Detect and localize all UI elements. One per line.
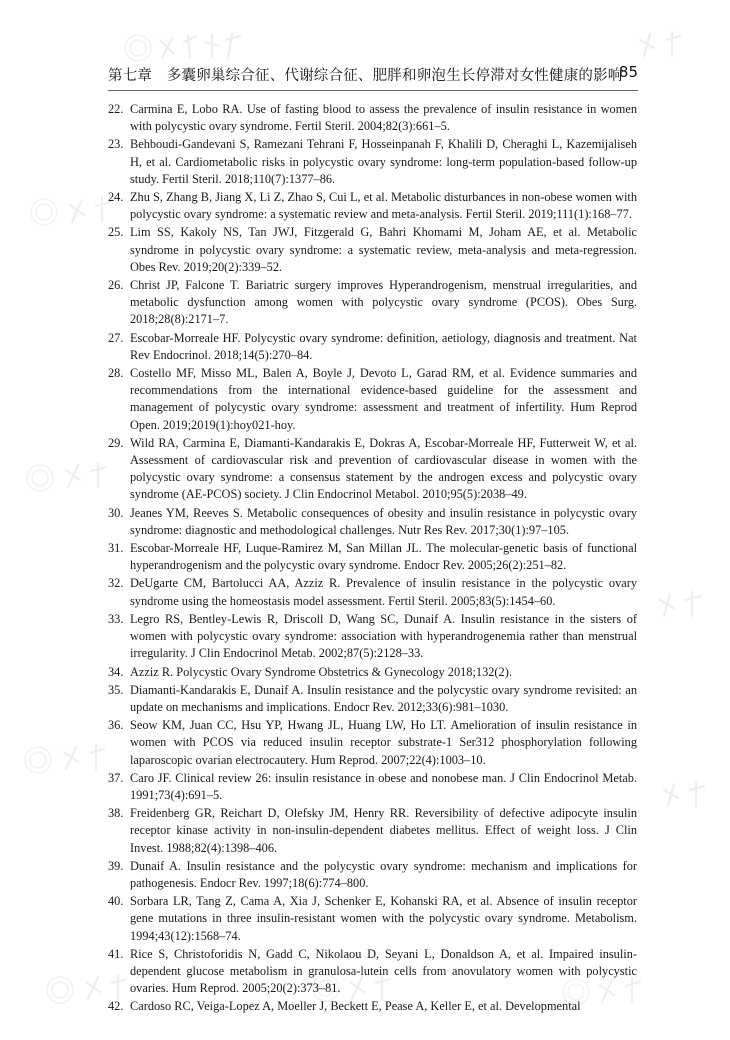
reference-text: Rice S, Christoforidis N, Gadd C, Nikolaou D, Seyani L, Donaldson A, et al. Impaired insulin-dependent glucose metabolism in granulosa-lutein cells from anovulatory women with polycystic ovaries. Hum Reprod. 2005;20(2):373–81.	[130, 946, 637, 996]
reference-number: 29.	[108, 435, 124, 450]
reference-item	[108, 540, 637, 574]
reference-list	[108, 101, 637, 1017]
reference-text: Christ JP, Falcone T. Bariatric surgery improves Hyperandrogenism, menstrual irregularities, and metabolic dysfunction among women with polycystic ovary syndrome (PCOS). Obes Surg. 2018;28(8):2171–7.	[130, 278, 637, 327]
reference-item	[108, 101, 637, 135]
reference-text: Lim SS, Kakoly NS, Tan JWJ, Fitzgerald G, Bahri Khomami M, Joham AE, et al. Metabolic syndrome in polycystic ovary syndrome: a systematic review, meta-analysis and meta-regression. Obes Rev. 2019;20(2):339–52.	[130, 225, 637, 274]
reference-text: Dunaif A. Insulin resistance and the polycystic ovary syndrome: mechanism and implications for pathogenesis. Endocr Rev. 1997;18(6):774–800.	[130, 858, 637, 890]
reference-item	[108, 998, 637, 1015]
reference-item	[108, 611, 637, 663]
reference-text: Legro RS, Bentley-Lewis R, Driscoll D, Wang SC, Dunaif A. Insulin resistance in the sisters of women with polycystic ovary syndrome: association with hyperandrogenemia rather than menstrual irregularity. J Clin Endocrinol Metab. 2002;87(5):2128–33.	[130, 611, 637, 661]
reference-number: 22.	[108, 102, 124, 116]
reference-item	[108, 946, 637, 998]
reference-number: 27.	[108, 330, 124, 345]
watermark-glyph-icon	[660, 592, 700, 616]
reference-item	[108, 136, 637, 188]
reference-text: Escobar-Morreale HF, Luque-Ramirez M, San Millan JL. The molecular-genetic basis of functional hyperandrogenism and the polycystic ovary syndrome. Endocr Rev. 2005;26(2):251–82.	[130, 541, 637, 573]
reference-item	[108, 435, 637, 504]
reference-number: 40.	[108, 894, 124, 909]
reference-text: Costello MF, Misso ML, Balen A, Boyle J, Devoto L, Garad RM, et al. Evidence summaries and recommendations from the international evidence-based guideline for the assessment and management of polycystic ovary syndrome: assessment and treatment of infertility. Hum Reprod Open. 2019;2019(1):hoy021-hoy.	[130, 366, 637, 432]
reference-item	[108, 277, 637, 329]
reference-item	[108, 330, 637, 364]
reference-text: Sorbara LR, Tang Z, Cama A, Xia J, Schenker E, Kohanski RA, et al. Absence of insulin receptor gene mutations in three insulin-resistant women with the polycystic ovary syndrome. Metabolism. 1994;43(12):1568–74.	[130, 894, 637, 943]
reference-number: 32.	[108, 576, 124, 591]
reference-item	[108, 858, 637, 892]
reference-number: 42.	[108, 999, 124, 1014]
reference-text: Escobar-Morreale HF. Polycystic ovary syndrome: definition, aetiology, diagnosis and treatment. Nat Rev Endocrinol. 2018;14(5):270–84.	[130, 330, 637, 362]
reference-item	[108, 664, 637, 681]
reference-text: Azziz R. Polycystic Ovary Syndrome Obstetrics & Gynecology 2018;132(2).	[130, 664, 512, 679]
reference-text: Diamanti-Kandarakis E, Dunaif A. Insulin resistance and the polycystic ovary syndrome revisited: an update on mechanisms and implications. Endocr Rev. 2012;33(6):981–1030.	[130, 682, 637, 714]
reference-text: DeUgarte CM, Bartolucci AA, Azziz R. Prevalence of insulin resistance in the polycystic ovary syndrome using the homeostasis model assessment. Fertil Steril. 2005;83(5):1454–60.	[130, 576, 637, 608]
reference-item	[108, 189, 637, 223]
chapter-title: 第七章 多囊卵巢综合征、代谢综合征、肥胖和卵泡生长停滞对女性健康的影响	[108, 68, 623, 84]
reference-number: 41.	[108, 946, 124, 961]
watermark-glyph-icon	[70, 198, 110, 222]
reference-number: 30.	[108, 505, 124, 520]
reference-number: 37.	[108, 770, 124, 785]
reference-number: 28.	[108, 366, 124, 381]
reference-item	[108, 505, 637, 539]
reference-number: 33.	[108, 611, 124, 626]
reference-text: Cardoso RC, Veiga-Lopez A, Moeller J, Beckett E, Pease A, Keller E, et al. Developmental	[130, 999, 581, 1014]
reference-number: 24.	[108, 190, 124, 205]
running-header	[108, 62, 638, 91]
reference-number: 25.	[108, 225, 124, 240]
reference-text: Wild RA, Carmina E, Diamanti-Kandarakis E, Dokras A, Escobar-Morreale HF, Futterweit W, et al. Assessment of cardiovascular risk and prevention of cardiovascular disease in women with the polycystic ovary syndrome: a consensus statement by the androgen excess and polycystic ovary syndrome (AE-PCOS) society. J Clin Endocrinol Metabol. 2010;95(5):2038–49.	[130, 435, 637, 502]
reference-item	[108, 682, 637, 716]
reference-text: Caro JF. Clinical review 26: insulin resistance in obese and nonobese man. J Clin Endocrinol Metab. 1991;73(4):691–5.	[130, 770, 637, 802]
watermark-seal-icon	[27, 465, 53, 491]
watermark-glyph-icon	[664, 782, 704, 806]
reference-text: Seow KM, Juan CC, Hsu YP, Hwang JL, Huang LW, Ho LT. Amelioration of insulin resistance in women with PCOS via reduced insulin receptor substrate-1 Ser312 phosphorylation following laparoscopic ovarian electrocautery. Hum Reprod. 2007;22(4):1003–10.	[130, 718, 637, 767]
reference-number: 35.	[108, 682, 124, 697]
reference-text: Carmina E, Lobo RA. Use of fasting blood to assess the prevalence of insulin resistance in women with polycystic ovary syndrome. Fertil Steril. 2004;82(3):661–5.	[130, 102, 637, 134]
watermark-seal-icon	[47, 977, 73, 1003]
reference-item	[108, 224, 637, 276]
reference-text: Jeanes YM, Reeves S. Metabolic consequences of obesity and insulin resistance in polycystic ovary syndrome: diagnostic and methodological challenges. Nutr Res Rev. 2017;30(1):97–105.	[130, 505, 637, 537]
reference-number: 31.	[108, 541, 124, 556]
watermark-glyph-icon	[640, 32, 680, 56]
watermark-seal-icon	[31, 199, 57, 225]
reference-item	[108, 365, 637, 434]
reference-number: 26.	[108, 278, 124, 293]
reference-text: Zhu S, Zhang B, Jiang X, Li Z, Zhao S, Cui L, et al. Metabolic disturbances in non-obese women with polycystic ovary syndrome: a systematic review and meta-analysis. Fertil Steril. 2019;111(1):168–77.	[130, 190, 637, 222]
watermark-seal-icon	[25, 747, 51, 773]
reference-number: 39.	[108, 858, 124, 873]
reference-item	[108, 717, 637, 769]
reference-text: Freidenberg GR, Reichart D, Olefsky JM, Henry RR. Reversibility of defective adipocyte insulin receptor kinase activity in non-insulin-dependent diabetes mellitus. Effect of weight loss. J Clin Invest. 1988;82(4):1398–406.	[130, 806, 637, 855]
watermark-glyph-icon	[66, 463, 106, 487]
reference-number: 23.	[108, 137, 124, 152]
reference-item	[108, 575, 637, 609]
reference-number: 36.	[108, 718, 124, 733]
reference-number: 34.	[108, 664, 124, 679]
reference-number: 38.	[108, 806, 124, 821]
watermark-seal-icon	[125, 35, 151, 61]
reference-item	[108, 770, 637, 804]
watermark-glyph-icon	[205, 34, 240, 58]
reference-item	[108, 805, 637, 857]
reference-text: Behboudi-Gandevani S, Ramezani Tehrani F, Hosseinpanah F, Khalili D, Cheraghi L, Kazemijaliseh H, et al. Cardiometabolic risks in polycystic ovary syndrome: long-term population-based follow-up study. Fertil Steril. 2018;110(7):1377–86.	[130, 137, 637, 186]
reference-item	[108, 893, 637, 945]
watermark-glyph-icon	[160, 36, 196, 58]
page-number: 85	[618, 63, 638, 81]
watermark-glyph-icon	[64, 745, 104, 769]
